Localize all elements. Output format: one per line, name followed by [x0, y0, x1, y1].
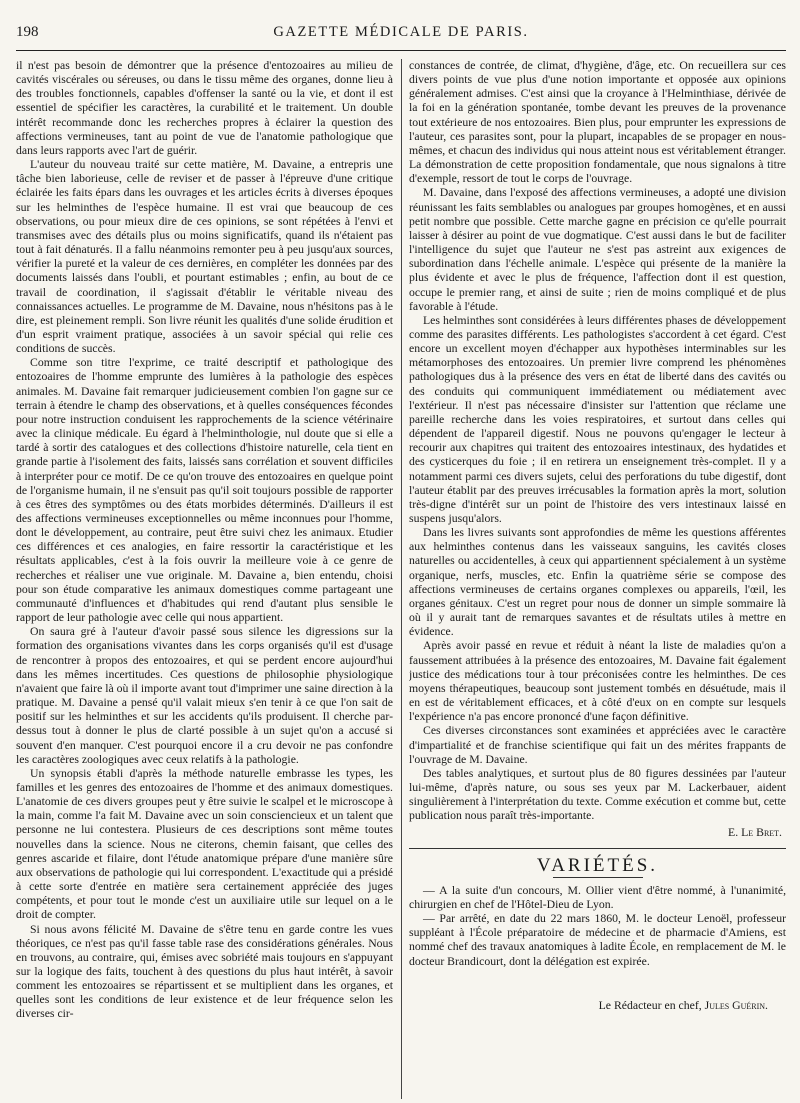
paragraph: Ces diverses circonstances sont examinées et appréciées avec le caractère d'impartialité et de franchise scientifique qui fait un des mérites frappants de l'ouvrage de M. Davaine. — [409, 724, 786, 766]
paragraph: Après avoir passé en revue et réduit à néant la liste de maladies qu'on a faussement attribuées à la présence des entozoaires, M. Davaine fait également justice des médications tour à tour préconisées contre les helminthes. De ces moyens thérapeutiques, beaucoup sont justement tombés en désuétude, mais il en est de véritablement efficaces, et à côté d'eux on en compte sur lesquels l'expérience n'a pas encore prononcé d'une façon définitive. — [409, 639, 786, 724]
varietes-title: VARIÉTÉS. — [536, 854, 659, 876]
text-columns — [16, 59, 786, 1099]
editor-label: Le Rédacteur en chef, — [598, 998, 705, 1012]
varietes-item: — A la suite d'un concours, M. Ollier vient d'être nommé, à l'unanimité, chirurgien en chef de l'Hôtel-Dieu de Lyon. — [409, 883, 786, 911]
varietes-item: — Par arrêté, en date du 22 mars 1860, M. le docteur Lenoël, professeur suppléant à l'École préparatoire de médecine et de pharmacie d'Amiens, est nommé chef des travaux anatomiques à ladite École, en remplacement de M. le docteur Brandicourt, dont la délégation est expirée. — [409, 912, 786, 968]
signature-initial: E. — [728, 826, 742, 840]
paragraph: Comme son titre l'exprime, ce traité descriptif et pathologique des entozoaires de l'homme emprunte des lumières à la pathologie des espèces animales. M. Davaine fait remarquer judicieusement combien l'on gagne sur ce terrain à étendre le champ des observations, et à quelles conséquences fécondes pour notre instruction conduisent les rapprochements de la science vétérinaire avec la clinique médicale. Eu égard à l'helminthologie, nul doute que si elle a tardé à sortir des catalogues et des collections d'histoire naturelle, cela tient en grande partie à l'isolement des faits, laissés sans corrélation et souvent difficiles à interpréter pour ce motif. De ce qu'on trouve des entozoaires en quelque point de l'organisme humain, il ne s'ensuit pas qu'il soit toujours possible de rapporter à ces êtres des symptômes ou des états morbides déterminés. D'ailleurs il est des affections vermineuses exceptionnelles ou même inconnues pour l'homme, dont le développement, au contraire, peut être suivi chez les animaux. Etudier ces différences et ces analogies, en faire ressortir la caractéristique et les résultats applicables, c'est à la fois ouvrir la meilleure voie à ce genre de recherches et réaliser une vue originale. M. Davaine a, bien entendu, choisi pour son étude comparative les animaux domestiques comme partageant une communauté d'influences et d'habitudes qui rend d'autant plus sensible le rapport de leur pathologie avec celle qui nous appartient. — [16, 356, 393, 625]
paragraph: constances de contrée, de climat, d'hygiène, d'âge, etc. On recueillera sur ces divers points de vue plus d'une notion importante et opposée aux opinions généralement admises. C'est ainsi que la croyance à l'Helminthiase, dérivée de la foi en la génération spontanée, tombe devant les preuves de la provenance tout extérieure de nos entozoaires. Bien plus, pour emprunter les expressions de l'auteur, ces parasites sont, pour la plupart, incapables de se propager en nous-mêmes, et chacun des individus qui nous atteint nous est véritablement étranger. La démonstration de cette proposition fondamentale, que nous signalons à titre d'exemple, ressort de tout le corps de l'ouvrage. — [409, 59, 786, 186]
editor-signature — [409, 999, 768, 1013]
right-column — [409, 59, 786, 1099]
left-column — [16, 59, 401, 1099]
page-header — [16, 24, 786, 51]
paragraph: M. Davaine, dans l'exposé des affections vermineuses, a adopté une division réunissant les faits semblables ou analogues par groupes homogènes, et en aussi petit nombre que possible. Cette marche gagne en précision ce qu'elle pourrait laisser à désirer au point de vue dogmatique. C'est aussi dans le but de faciliter l'intelligence du sujet que l'auteur ne s'est pas astreint aux exigences de subordination dans l'échelle animale. L'espèce qui présente de la manière la plus évidente et avec le plus de fréquence, l'affection dont il est question, occupe le premier rang, et ainsi de suite ; rien de moins compliqué et de plus favorable à l'étude. — [409, 186, 786, 313]
running-title: GAZETTE MÉDICALE DE PARIS. — [273, 24, 529, 40]
column-divider — [401, 59, 402, 1099]
paragraph: On saura gré à l'auteur d'avoir passé sous silence les digressions sur la formation des organisations vivantes dans les corps organisés qu'il est d'usage de rencontrer à propos des entozoaires, et qui se perdent encore aujourd'hui dans les mêmes incertitudes. Ces questions de philosophie physiologique n'avaient que faire là où il importe avant tout d'imprimer une saine direction à la pratique. M. Davaine a pensé qu'il valait mieux s'en tenir à ce que l'on sait de positif sur les helminthes et sur les accidents qu'ils produisent. Il cherche par-dessus tout à donner le plus de clarté possible à un sujet qu'on a accusé si souvent d'en manquer. C'est pourquoi encore il a cru devoir ne pas confondre les caractères zoologiques avec ceux relatifs à la pathologie. — [16, 625, 393, 766]
paragraph: Si nous avons félicité M. Davaine de s'être tenu en garde contre les vues théoriques, ce n'est pas qu'il fasse table rase des considérations générales. Nous en trouvons, au contraire, qui, émises avec sobriété mais toujours en s'appuyant sur la logique des faits, touchent à des questions du plus haut intérêt, à savoir comment les entozoaires se répartissent et se multiplient dans les organes, et quelles sont les conditions de leur existence et de leur fréquence selon les diverses cir- — [16, 922, 393, 1021]
review-signature — [409, 826, 782, 840]
editor-name: Jules Guérin. — [704, 998, 768, 1012]
section-rule-top — [409, 848, 786, 849]
paragraph: il n'est pas besoin de démontrer que la présence d'entozoaires au milieu de cavités viscérales ou séreuses, ou dans le tissu même des organes, donne lieu à des troubles fonctionnels, capables d'offenser la santé ou la vie, et dont il est essentiel de spécifier les caractères, la curabilité et le traitement. Un double intérêt recommande donc les recherches propres à éclairer la question des affections vermineuses, tant au point de vue de l'anatomie pathologique que dans leurs rapports avec l'art de guérir. — [16, 59, 393, 157]
review-continuation — [409, 59, 786, 823]
paragraph: Des tables analytiques, et surtout plus de 80 figures dessinées par l'auteur lui-même, d'après nature, ou sous ses yeux par M. Lackerbauer, aident singulièrement à l'interprétation du texte. Comme exécution et comme but, cette publication nous paraît très-importante. — [409, 766, 786, 823]
paragraph: L'auteur du nouveau traité sur cette matière, M. Davaine, a entrepris une tâche bien laborieuse, celle de reviser et de passer à l'épreuve d'une critique éclairée les faits épars dans les ouvrages et les articles écrits à diverses époques sur les helminthes de l'espèce humaine. Il est vrai que beaucoup de ces observations, ou pour mieux dire de ces opinions, se sont répétées à l'envi et transmises avec des détails plus ou moins significatifs, quand ils n'étaient pas tout à fait dénaturés. Il a fallu néanmoins remonter peu à peu jusqu'aux sources, vérifier la pureté et la valeur de ces dernières, en compléter les données par des documents laissés dans l'oubli, et pourtant estimables ; enfin, au bout de ce travail de coordination, il s'agissait d'établir le véritable niveau des connaissances actuelles. Le programme de M. Davaine, nous n'hésitons pas à le dire, est pleinement rempli. Son livre réunit les qualités d'une solide érudition et d'un esprit vraiment pratique, associées à un savoir spécial qui relie ces conditions de succès. — [16, 158, 393, 356]
paragraph: Dans les livres suivants sont approfondies de même les questions afférentes aux helminthes contenus dans les vaisseaux sanguins, les cavités closes naturelles ou accidentelles, à ceux qui appartiennent spécialement à un système organique, nerfs, muscles, etc. Enfin la quatrième série se compose des affections vermineuses de certains organes complexes ou appareils, l'œil, les organes génitaux. C'est un regret pour nous de donner un simple sommaire là où il y aurait tant de remarques savantes et de résultats utiles à mettre en évidence. — [409, 526, 786, 639]
section-rule-short — [553, 877, 643, 878]
paragraph: Les helminthes sont considérées à leurs différentes phases de développement comme des parasites différents. Les pathologistes s'accordent à cet égard. C'est encore un excellent moyen d'échapper aux hypothèses interminables sur les métamorphoses des entozoaires. Un premier livre comprend les phénomènes pathologiques dus à la présence des vers en état de liberté dans des cavités ou des conduits qui communiquent immédiatement ou médiatement avec l'extérieur. Il n'est pas nécessaire d'insister sur l'attention que réclame une pareille recherche dans les voies respiratoires, et surtout dans celles qui dépendent de l'appareil digestif. Nous ne pouvons qu'engager le lecteur à recourir aux chapitres qui traitent des entozoaires intestinaux, des hydatides et des cysticerques du foie ; il en retirera un enseignement très-complet. Il y a notamment parmi ces divers sujets, celui des perforations du tube digestif, dont l'auteur établit par des preuves irrécusables la formation après la mort, solution très-digne d'intérêt sur un point de l'histoire des vers intestinaux laissé en suspens jusqu'alors. — [409, 313, 786, 525]
page-number: 198 — [16, 24, 39, 40]
varietes-items — [409, 884, 786, 969]
paragraph: Un synopsis établi d'après la méthode naturelle embrasse les types, les familles et les genres des entozoaires de l'homme et des animaux domestiques. L'anatomie de ces divers groupes peut y être suivie le scalpel et le microscope à la main, comme l'a fait M. Davaine avec un soin consciencieux et un talent que personne ne lui contestera. Plusieurs de ces descriptions sont même toutes nouvelles dans la science. Nous ne citerons, chemin faisant, que celles des genres ascaride et filaire, dont l'étude anatomique prépare d'une manière sûre aux observations de pathologie qui lui correspondent. L'exactitude qui a présidé à cette sorte d'entrée en matière sera certainement appréciée des juges compétents, et pour tout le monde c'est un auxiliaire utile sur lequel on a le droit de compter. — [16, 766, 393, 922]
signature-name: Le Bret. — [741, 826, 782, 840]
